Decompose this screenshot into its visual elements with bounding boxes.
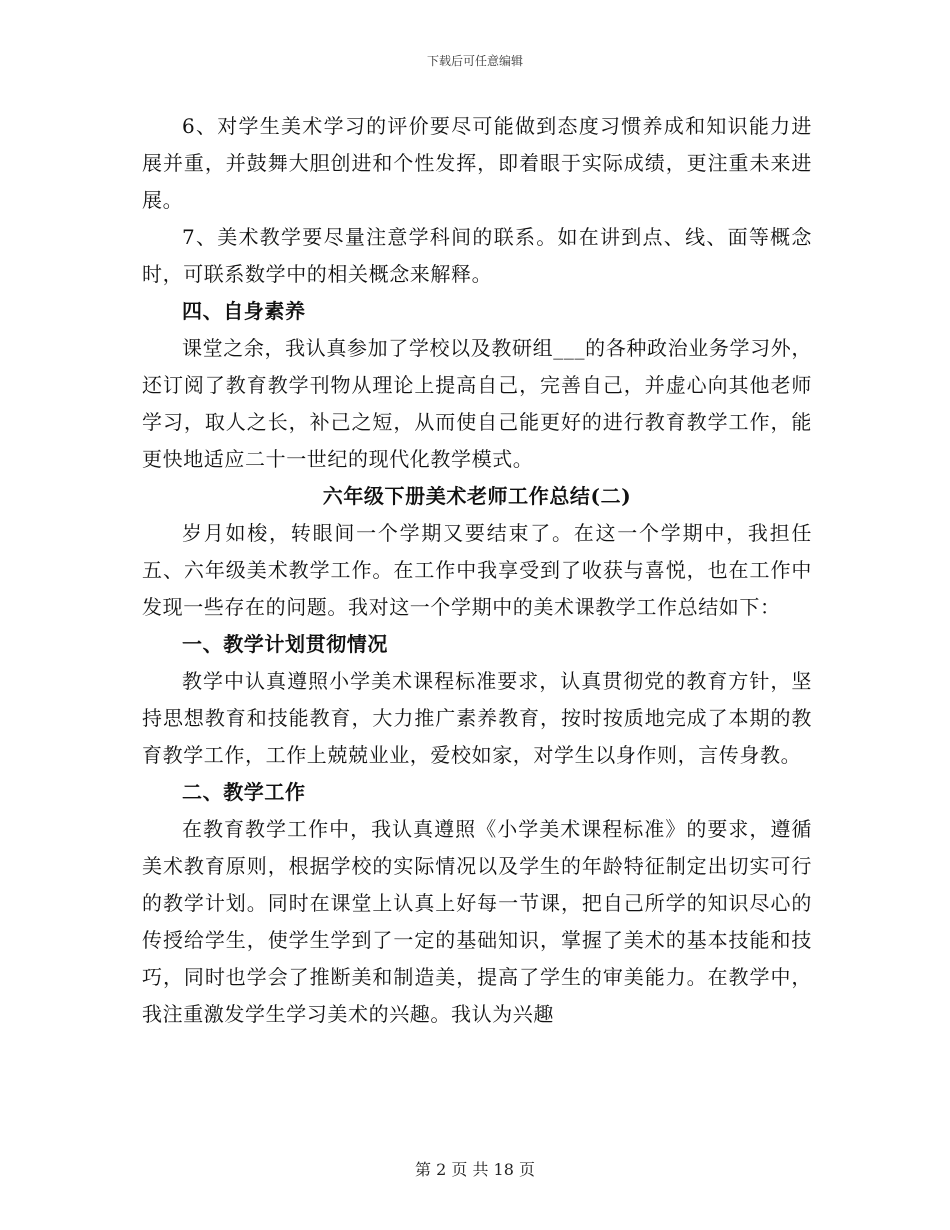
section-heading-teaching-work: 二、教学工作 xyxy=(182,780,306,804)
paragraph-teaching-work: 在教育教学工作中，我认真遵照《小学美术课程标准》的要求，遵循美术教育原则，根据学校的实际情况以及学生的年龄特征制定出切实可行的教学计划。同时在课堂上认真上好每一节课，把自己所学的知识尽心的传授给学生，使学生学到了一定的基础知识，掌握了美术的基本技能和技巧，同时也学会了推断美和制造美，提高了学生的审美能力。在教学中，我注重激发学生学习美术的兴趣。我认为兴趣 xyxy=(142,817,812,1026)
paragraph-item-7: 7、美术教学要尽量注意学科间的联系。如在讲到点、线、面等概念时，可联系数学中的相关概念来解释。 xyxy=(142,225,812,286)
section-heading-plan: 一、教学计划贯彻情况 xyxy=(182,632,388,656)
document-body xyxy=(142,108,812,1033)
paragraph-item-6: 6、对学生美术学习的评价要尽可能做到态度习惯养成和知识能力进展并重，并鼓舞大胆创进和个性发挥，即着眼于实际成绩，更注重未来进展。 xyxy=(142,114,812,212)
page-header: 下载后可任意编辑 xyxy=(426,54,523,68)
paragraph-intro: 岁月如梭，转眼间一个学期又要结束了。在这一个学期中，我担任五、六年级美术教学工作。在工作中我享受到了收获与喜悦，也在工作中发现一些存在的问题。我对这一个学期中的美术课教学工作总结如下： xyxy=(142,521,812,619)
paragraph-plan: 教学中认真遵照小学美术课程标准要求，认真贯彻党的教育方针，坚持思想教育和技能教育，大力推广素养教育，按时按质地完成了本期的教育教学工作，工作上兢兢业业，爱校如家，对学生以身作则，言传身教。 xyxy=(142,669,812,767)
page-number: 第 2 页 共 18 页 xyxy=(415,1160,535,1179)
section-heading-self-cultivation: 四、自身素养 xyxy=(182,299,306,323)
paragraph-self-cultivation: 课堂之余，我认真参加了学校以及教研组___的各种政治业务学习外，还订阅了教育教学刊物从理论上提高自己，完善自己，并虚心向其他老师学习，取人之长，补己之短，从而使自己能更好的进行教育教学工作，能更快地适应二十一世纪的现代化教学模式。 xyxy=(142,336,812,471)
section-title-summary-two: 六年级下册美术老师工作总结(二) xyxy=(322,484,632,508)
